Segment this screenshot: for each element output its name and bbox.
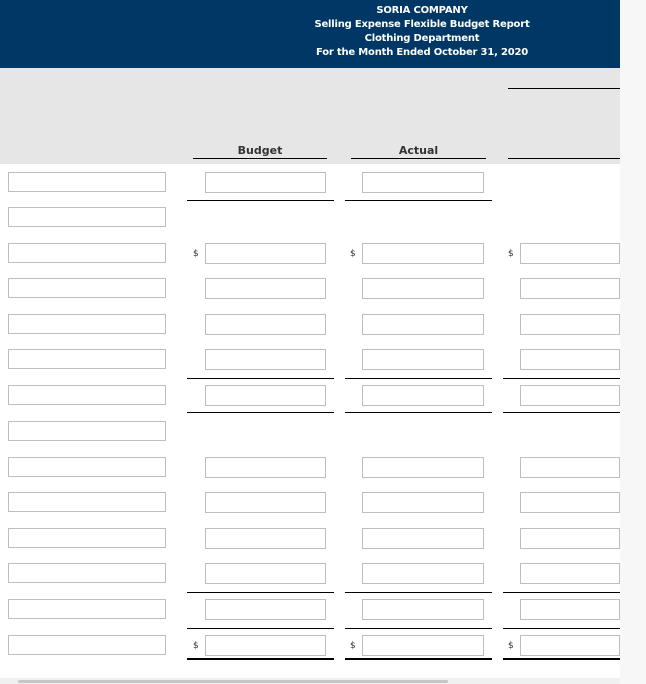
budget-amount-input[interactable]	[205, 457, 326, 478]
dollar-sign: $	[508, 249, 514, 259]
budget-header-rule	[193, 158, 327, 159]
report-header	[0, 0, 620, 68]
difference-amount-input[interactable]	[520, 492, 620, 513]
dollar-sign: $	[350, 641, 356, 651]
budget-total-rule	[187, 412, 334, 413]
dollar-sign: $	[350, 249, 356, 259]
budget-total-rule	[187, 628, 334, 629]
actual-header-rule	[351, 158, 486, 159]
difference-amount-input[interactable]	[520, 457, 620, 478]
account-select[interactable]	[8, 349, 166, 369]
budget-total-rule	[187, 658, 334, 660]
actual-amount-input[interactable]	[362, 457, 484, 478]
difference-total-rule	[503, 628, 620, 629]
budget-amount-input[interactable]	[205, 314, 326, 335]
actual-amount-input[interactable]	[362, 599, 484, 620]
budget-total-rule	[187, 592, 334, 593]
actual-amount-input[interactable]	[362, 528, 484, 549]
actual-column-header: Actual	[398, 144, 439, 157]
report-period: For the Month Ended October 31, 2020	[316, 47, 528, 58]
actual-amount-input[interactable]	[362, 563, 484, 584]
budget-total-rule	[187, 378, 334, 379]
difference-amount-input[interactable]	[520, 528, 620, 549]
difference-total-rule	[503, 592, 620, 593]
account-select[interactable]	[8, 385, 166, 405]
difference-total-rule	[503, 378, 620, 379]
actual-amount-input[interactable]	[362, 349, 484, 370]
budget-amount-input[interactable]	[205, 278, 326, 299]
difference-amount-input[interactable]	[520, 635, 620, 656]
budget-amount-input[interactable]	[205, 599, 326, 620]
budget-amount-input[interactable]	[205, 528, 326, 549]
actual-amount-input[interactable]	[362, 278, 484, 299]
account-select[interactable]	[8, 563, 166, 583]
account-select[interactable]	[8, 172, 166, 192]
difference-amount-input[interactable]	[520, 599, 620, 620]
account-select[interactable]	[8, 314, 166, 334]
dollar-sign: $	[193, 641, 199, 651]
actual-total-rule	[345, 200, 492, 201]
budget-amount-input[interactable]	[205, 243, 326, 264]
difference-amount-input[interactable]	[520, 278, 620, 299]
difference-total-rule	[503, 658, 620, 660]
account-select[interactable]	[8, 528, 166, 548]
difference-header-rule	[508, 158, 620, 159]
actual-total-rule	[345, 592, 492, 593]
difference-amount-input[interactable]	[520, 314, 620, 335]
actual-amount-input[interactable]	[362, 243, 484, 264]
account-select[interactable]	[8, 243, 166, 263]
report-title: Selling Expense Flexible Budget Report	[314, 19, 530, 30]
dollar-sign: $	[193, 249, 199, 259]
budget-amount-input[interactable]	[205, 492, 326, 513]
budget-amount-input[interactable]	[205, 563, 326, 584]
actual-amount-input[interactable]	[362, 314, 484, 335]
difference-top-rule	[508, 88, 620, 89]
horizontal-scrollbar-thumb[interactable]	[18, 680, 448, 683]
budget-amount-input[interactable]	[205, 172, 326, 193]
difference-amount-input[interactable]	[520, 563, 620, 584]
actual-total-rule	[345, 628, 492, 629]
difference-total-rule	[503, 412, 620, 413]
budget-column-header: Budget	[237, 144, 283, 157]
actual-amount-input[interactable]	[362, 385, 484, 406]
dollar-sign: $	[508, 641, 514, 651]
difference-amount-input[interactable]	[520, 349, 620, 370]
budget-amount-input[interactable]	[205, 385, 326, 406]
account-select[interactable]	[8, 599, 166, 619]
actual-total-rule	[345, 658, 492, 660]
actual-total-rule	[345, 412, 492, 413]
company-name: SORIA COMPANY	[376, 5, 468, 16]
actual-amount-input[interactable]	[362, 172, 484, 193]
budget-amount-input[interactable]	[205, 635, 326, 656]
vertical-scrollbar[interactable]	[620, 0, 646, 684]
account-select[interactable]	[8, 492, 166, 512]
account-select[interactable]	[8, 421, 166, 441]
account-select[interactable]	[8, 278, 166, 298]
actual-amount-input[interactable]	[362, 492, 484, 513]
budget-amount-input[interactable]	[205, 349, 326, 370]
account-select[interactable]	[8, 207, 166, 227]
account-select[interactable]	[8, 457, 166, 477]
difference-amount-input[interactable]	[520, 385, 620, 406]
department-name: Clothing Department	[364, 33, 480, 44]
budget-total-rule	[187, 200, 334, 201]
account-select[interactable]	[8, 635, 166, 655]
difference-amount-input[interactable]	[520, 243, 620, 264]
actual-amount-input[interactable]	[362, 635, 484, 656]
actual-total-rule	[345, 378, 492, 379]
